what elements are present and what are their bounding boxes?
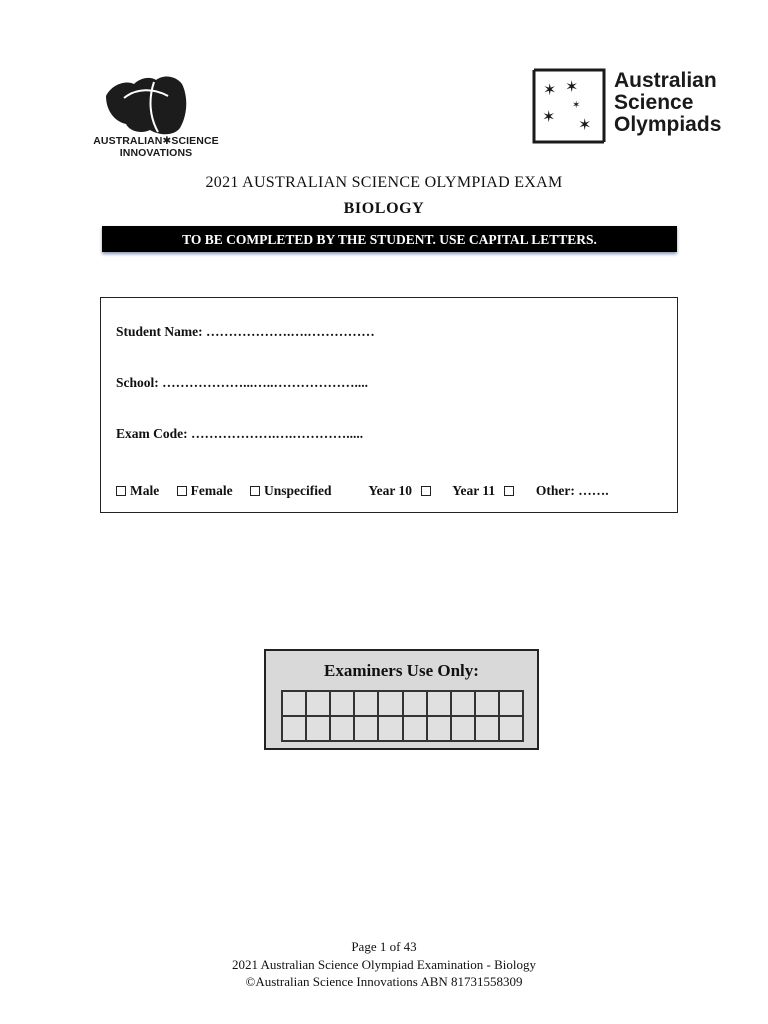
score-cell bbox=[451, 691, 475, 716]
score-cell bbox=[306, 716, 330, 741]
unspecified-label: Unspecified bbox=[263, 483, 332, 498]
score-cell bbox=[330, 716, 354, 741]
student-name-dots: ……………….….…………… bbox=[206, 324, 375, 339]
score-cell bbox=[306, 691, 330, 716]
school-label: School: bbox=[116, 375, 159, 390]
score-cell bbox=[354, 716, 378, 741]
exam-code-field[interactable] bbox=[116, 426, 363, 442]
examiners-score-grid bbox=[281, 690, 524, 742]
exam-code-dots: ……………….….…………..... bbox=[191, 426, 364, 441]
southern-cross-icon bbox=[532, 68, 608, 144]
female-checkbox[interactable] bbox=[177, 486, 187, 496]
examiners-use-box bbox=[264, 649, 539, 750]
student-options-row bbox=[116, 483, 609, 499]
score-cell bbox=[403, 691, 427, 716]
score-cell bbox=[282, 716, 306, 741]
year11-label: Year 11 bbox=[452, 483, 496, 498]
male-label: Male bbox=[130, 483, 160, 498]
student-name-label: Student Name: bbox=[116, 324, 203, 339]
school-field[interactable] bbox=[116, 375, 368, 391]
score-cell bbox=[378, 716, 402, 741]
score-cell bbox=[403, 716, 427, 741]
school-dots: ………………...…..……………….... bbox=[162, 375, 369, 390]
male-option[interactable] bbox=[116, 483, 159, 498]
year10-label: Year 10 bbox=[368, 483, 412, 498]
score-cell bbox=[451, 716, 475, 741]
score-cell bbox=[475, 716, 499, 741]
score-cell bbox=[378, 691, 402, 716]
unspecified-option[interactable] bbox=[250, 483, 332, 498]
unspecified-checkbox[interactable] bbox=[250, 486, 260, 496]
other-option[interactable]: Other: ……. bbox=[535, 483, 609, 498]
asi-logo bbox=[84, 74, 228, 160]
aso-logo-line1: Australian bbox=[614, 69, 717, 92]
australia-map-icon bbox=[84, 74, 228, 136]
year10-option[interactable] bbox=[368, 483, 435, 498]
score-cell bbox=[330, 691, 354, 716]
footer-exam-name: 2021 Australian Science Olympiad Examination - Biology bbox=[231, 957, 536, 972]
examiners-title: Examiners Use Only: bbox=[324, 661, 479, 680]
svg-text:✶: ✶ bbox=[572, 100, 581, 111]
svg-text:✶: ✶ bbox=[578, 115, 592, 134]
score-cell bbox=[427, 716, 451, 741]
svg-text:✶: ✶ bbox=[542, 107, 556, 126]
footer-page-number: Page 1 of 43 bbox=[351, 939, 417, 954]
year10-checkbox[interactable] bbox=[421, 486, 431, 496]
male-checkbox[interactable] bbox=[116, 486, 126, 496]
score-cell bbox=[499, 691, 523, 716]
exam-code-label: Exam Code: bbox=[116, 426, 188, 441]
score-cell bbox=[475, 691, 499, 716]
student-name-field[interactable] bbox=[116, 324, 375, 340]
exam-title: 2021 AUSTRALIAN SCIENCE OLYMPIAD EXAM bbox=[205, 174, 563, 191]
aso-logo-line2: Science bbox=[614, 91, 694, 114]
year11-option[interactable] bbox=[452, 483, 518, 498]
svg-text:✶: ✶ bbox=[543, 80, 557, 99]
svg-text:✶: ✶ bbox=[565, 77, 579, 96]
score-cell bbox=[282, 691, 306, 716]
exam-subject: BIOLOGY bbox=[343, 200, 425, 217]
year11-checkbox[interactable] bbox=[504, 486, 514, 496]
score-cell bbox=[354, 691, 378, 716]
student-details-box bbox=[100, 297, 678, 513]
asi-logo-line2: INNOVATIONS bbox=[119, 147, 193, 159]
score-cell bbox=[427, 691, 451, 716]
female-label: Female bbox=[190, 483, 233, 498]
footer-copyright: ©Australian Science Innovations ABN 81731558309 bbox=[245, 974, 523, 989]
asi-logo-line1: AUSTRALIAN✱SCIENCE bbox=[93, 135, 219, 147]
score-cell bbox=[499, 716, 523, 741]
female-option[interactable] bbox=[177, 483, 233, 498]
aso-logo-line3: Olympiads bbox=[614, 113, 722, 136]
instruction-banner: TO BE COMPLETED BY THE STUDENT. USE CAPITAL LETTERS. bbox=[102, 226, 677, 252]
aso-logo bbox=[532, 68, 732, 144]
